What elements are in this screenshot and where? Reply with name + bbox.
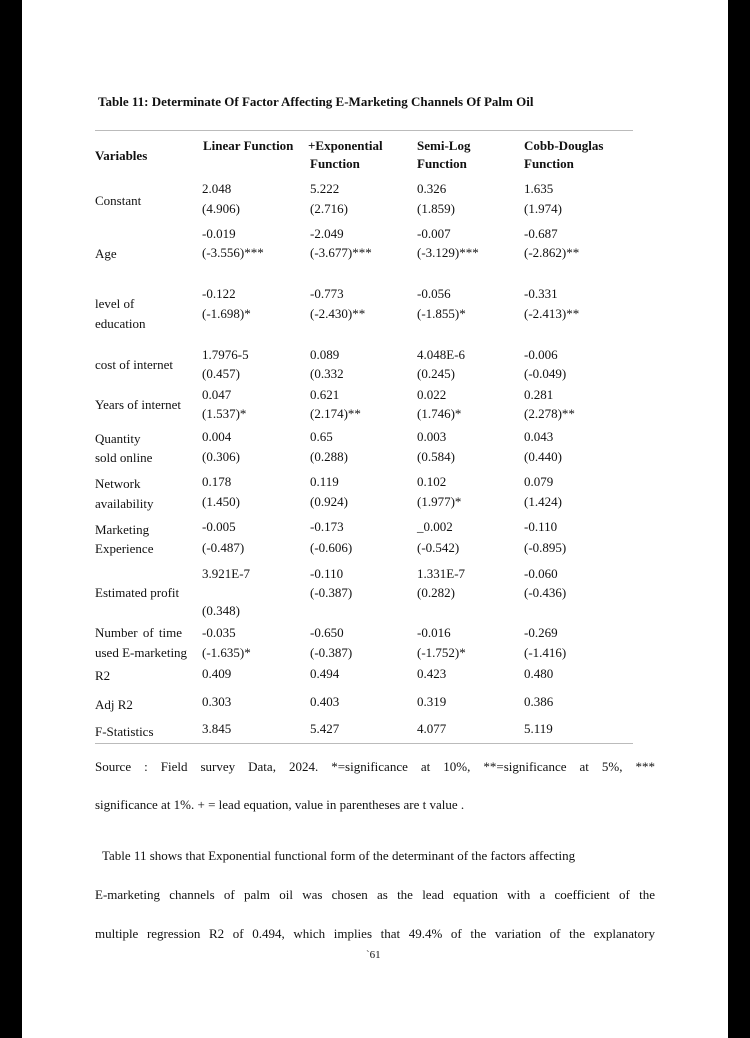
cell: 0.281 bbox=[524, 387, 554, 402]
cell: (1.977)* bbox=[417, 494, 462, 509]
cell: -0.016 bbox=[417, 625, 451, 640]
cell: 1.635 bbox=[524, 181, 554, 196]
cell: (0.348) bbox=[202, 603, 240, 618]
cell: (-0.387) bbox=[310, 585, 353, 600]
row-label-adj-r2: Adj R2 bbox=[95, 697, 133, 712]
cell: 5.222 bbox=[310, 181, 340, 196]
cell: (0.288) bbox=[310, 449, 348, 464]
cell: (2.278)** bbox=[524, 406, 575, 421]
cell: -0.269 bbox=[524, 625, 558, 640]
cell: -0.005 bbox=[202, 519, 236, 534]
cell: 0.319 bbox=[417, 694, 447, 709]
cell: -0.110 bbox=[310, 566, 344, 581]
cell: (-0.436) bbox=[524, 585, 567, 600]
cell: (-3.129)*** bbox=[417, 245, 479, 260]
cell: (0.282) bbox=[417, 585, 455, 600]
cell: 5.427 bbox=[310, 721, 340, 736]
row-label-age: Age bbox=[95, 246, 117, 261]
cell: 2.048 bbox=[202, 181, 232, 196]
cell: (2.174)** bbox=[310, 406, 361, 421]
row-label-education-2: education bbox=[95, 316, 146, 331]
cell: 3.921E-7 bbox=[202, 566, 251, 581]
cell: 1.331E-7 bbox=[417, 566, 466, 581]
document-page bbox=[22, 0, 728, 1038]
cell: (-0.895) bbox=[524, 540, 567, 555]
cell: -0.060 bbox=[524, 566, 558, 581]
source-note-line-2: significance at 1%. + = lead equation, value in parentheses are t value . bbox=[95, 797, 465, 812]
cell: 0.043 bbox=[524, 429, 554, 444]
cell: 0.003 bbox=[417, 429, 447, 444]
cell: -0.687 bbox=[524, 226, 558, 241]
header-exponential-function: Function bbox=[310, 156, 360, 171]
cell: (-3.677)*** bbox=[310, 245, 372, 260]
cell: -0.007 bbox=[417, 226, 451, 241]
row-label-quantity-2: sold online bbox=[95, 450, 153, 465]
cell: 0.047 bbox=[202, 387, 232, 402]
row-label-constant: Constant bbox=[95, 193, 142, 208]
cell: -0.056 bbox=[417, 286, 451, 301]
cell: (0.457) bbox=[202, 366, 240, 381]
cell: 0.119 bbox=[310, 474, 339, 489]
page-number: `61 bbox=[366, 949, 381, 961]
cell: (1.537)* bbox=[202, 406, 247, 421]
cell: 4.077 bbox=[417, 721, 447, 736]
cell: (-2.862)** bbox=[524, 245, 580, 260]
cell: -0.035 bbox=[202, 625, 236, 640]
cell: -0.006 bbox=[524, 347, 558, 362]
cell: (-0.542) bbox=[417, 540, 460, 555]
row-label-marketing-2: Experience bbox=[95, 541, 154, 556]
cell: (1.424) bbox=[524, 494, 562, 509]
cell: -0.019 bbox=[202, 226, 236, 241]
paragraph-line-3: multiple regression R2 of 0.494, which implies that 49.4% of the variation of the explanatory bbox=[95, 926, 655, 941]
header-exponential: +Exponential bbox=[308, 138, 383, 153]
source-note-line-1: Source : Field survey Data, 2024. *=significance at 10%, **=significance at 5%, *** bbox=[95, 759, 655, 774]
cell: 1.7976-5 bbox=[202, 347, 249, 362]
cell: (-1.416) bbox=[524, 645, 567, 660]
cell: 0.386 bbox=[524, 694, 554, 709]
cell: (1.746)* bbox=[417, 406, 462, 421]
row-label-marketing: Marketing bbox=[95, 522, 150, 537]
header-linear: Linear Function bbox=[203, 138, 294, 153]
cell: (1.450) bbox=[202, 494, 240, 509]
row-label-time-2: used E-marketing bbox=[95, 645, 188, 660]
cell: (0.245) bbox=[417, 366, 455, 381]
cell: (4.906) bbox=[202, 201, 240, 216]
header-variables: Variables bbox=[95, 148, 148, 163]
row-label-quantity: Quantity bbox=[95, 431, 141, 446]
cell: 4.048E-6 bbox=[417, 347, 466, 362]
cell: (0.924) bbox=[310, 494, 348, 509]
cell: 0.480 bbox=[524, 666, 554, 681]
cell: (-1.635)* bbox=[202, 645, 251, 660]
row-label-profit: Estimated profit bbox=[95, 585, 180, 600]
cell: -0.173 bbox=[310, 519, 344, 534]
cell: -0.650 bbox=[310, 625, 344, 640]
row-label-internet-cost: cost of internet bbox=[95, 357, 173, 372]
cell: (-1.698)* bbox=[202, 306, 251, 321]
cell: 0.494 bbox=[310, 666, 340, 681]
table-top-rule bbox=[95, 130, 633, 131]
cell: 0.303 bbox=[202, 694, 232, 709]
table-title: Table 11: Determinate Of Factor Affecting E-Marketing Channels Of Palm Oil bbox=[98, 94, 534, 109]
cell: (-1.855)* bbox=[417, 306, 466, 321]
cell: -0.110 bbox=[524, 519, 558, 534]
cell: -0.122 bbox=[202, 286, 236, 301]
paragraph-line-1: Table 11 shows that Exponential functional form of the determinant of the factors affecting bbox=[102, 848, 576, 863]
cell: (0.306) bbox=[202, 449, 240, 464]
cell: (-0.487) bbox=[202, 540, 245, 555]
cell: 0.089 bbox=[310, 347, 340, 362]
header-semilog: Semi-Log bbox=[417, 138, 471, 153]
cell: 0.409 bbox=[202, 666, 232, 681]
cell: (-0.387) bbox=[310, 645, 353, 660]
cell: (0.440) bbox=[524, 449, 562, 464]
cell: 0.022 bbox=[417, 387, 447, 402]
cell: (-2.413)** bbox=[524, 306, 580, 321]
header-cobb-douglas: Cobb-Douglas bbox=[524, 138, 604, 153]
cell: (-3.556)*** bbox=[202, 245, 264, 260]
row-label-years-internet: Years of internet bbox=[95, 397, 182, 412]
cell: 0.004 bbox=[202, 429, 232, 444]
cell: (0.332 bbox=[310, 366, 344, 381]
header-cobb-douglas-function: Function bbox=[524, 156, 574, 171]
cell: 3.845 bbox=[202, 721, 232, 736]
row-label-network-2: availability bbox=[95, 496, 154, 511]
row-label-r2: R2 bbox=[95, 668, 111, 683]
cell: (1.859) bbox=[417, 201, 455, 216]
cell: (-0.606) bbox=[310, 540, 353, 555]
cell: (1.974) bbox=[524, 201, 562, 216]
cell: (2.716) bbox=[310, 201, 348, 216]
cell: -0.773 bbox=[310, 286, 344, 301]
cell: -0.331 bbox=[524, 286, 558, 301]
cell: 5.119 bbox=[524, 721, 553, 736]
cell: -2.049 bbox=[310, 226, 344, 241]
cell: 0.178 bbox=[202, 474, 232, 489]
table-bottom-rule bbox=[95, 743, 633, 744]
paragraph-line-2: E-marketing channels of palm oil was chosen as the lead equation with a coefficient of the bbox=[95, 887, 655, 902]
cell: (-2.430)** bbox=[310, 306, 366, 321]
row-label-time: Number of time bbox=[95, 625, 183, 640]
cell: (-1.752)* bbox=[417, 645, 466, 660]
cell: 0.403 bbox=[310, 694, 340, 709]
header-semilog-function: Function bbox=[417, 156, 467, 171]
cell: (0.584) bbox=[417, 449, 455, 464]
cell: 0.621 bbox=[310, 387, 340, 402]
cell: 0.423 bbox=[417, 666, 447, 681]
row-label-education: level of bbox=[95, 296, 135, 311]
cell: 0.65 bbox=[310, 429, 333, 444]
row-label-fstat: F-Statistics bbox=[95, 724, 154, 739]
cell: (-0.049) bbox=[524, 366, 567, 381]
cell: 0.326 bbox=[417, 181, 447, 196]
cell: 0.102 bbox=[417, 474, 447, 489]
cell: _0.002 bbox=[417, 519, 453, 534]
row-label-network: Network bbox=[95, 476, 141, 491]
cell: 0.079 bbox=[524, 474, 554, 489]
